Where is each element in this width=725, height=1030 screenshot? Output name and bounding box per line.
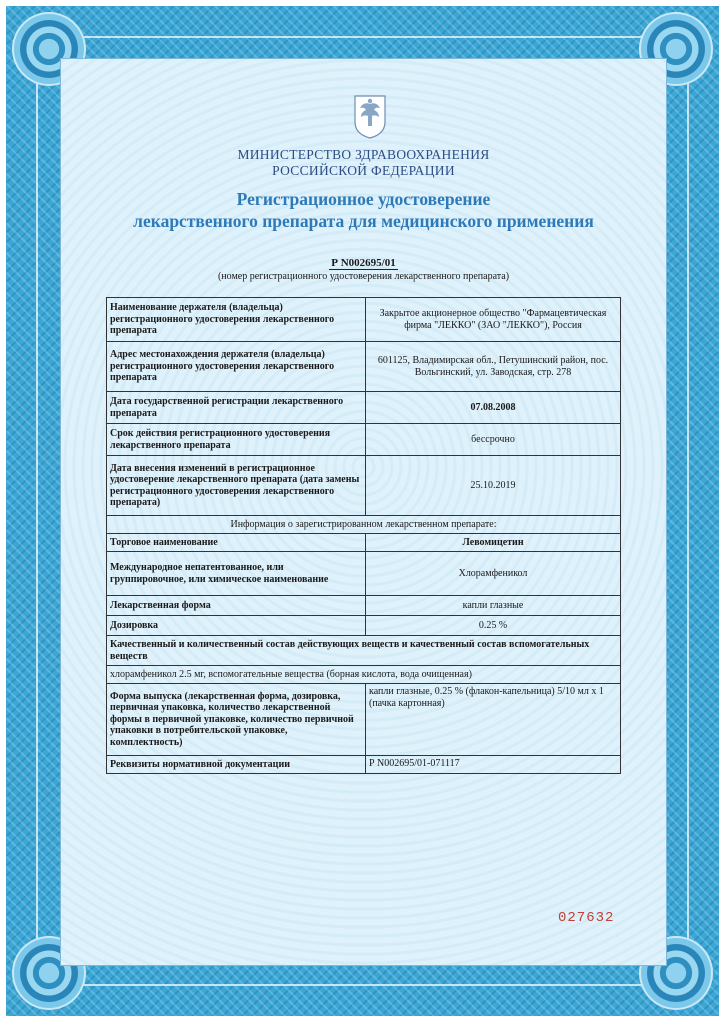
registration-number-caption: (номер регистрационного удостоверения лекарственного препарата): [217, 271, 510, 282]
changes-value: 25.10.2019: [366, 456, 621, 516]
registration-number-text: Р N002695/01: [331, 257, 396, 269]
table-row: [107, 596, 621, 616]
table-row: [107, 424, 621, 456]
table-row: [107, 534, 621, 552]
normative-doc-value: Р N002695/01-071117: [366, 756, 621, 774]
table-row: [107, 666, 621, 684]
ministry-name-line2: РОССИЙСКОЙ ФЕДЕРАЦИИ: [272, 163, 455, 178]
table-row: [107, 342, 621, 392]
holder-value: Закрытое акционерное общество "Фармацевтическая фирма "ЛЕККО" (ЗАО "ЛЕККО"), Россия: [366, 298, 621, 342]
info-heading: Информация о зарегистрированном лекарственном препарате:: [107, 516, 621, 534]
address-value: 601125, Владимирская обл., Петушинский район, пос. Вольгинский, ул. Заводская, стр. 278: [366, 342, 621, 392]
table-row: [107, 456, 621, 516]
trade-name-value: Левомицетин: [366, 534, 621, 552]
validity-value: бессрочно: [366, 424, 621, 456]
holder-label: Наименование держателя (владельца) регистрационного удостоверения лекарственного препарата: [107, 298, 366, 342]
inn-label: Международное непатентованное, или группировочное, или химическое наименование: [107, 552, 366, 596]
double-headed-eagle-emblem-icon: [351, 92, 389, 140]
serial-number: 027632: [558, 910, 615, 926]
certificate-title-line1: Регистрационное удостоверение: [236, 189, 491, 209]
table-row: [107, 684, 621, 756]
table-row: [107, 298, 621, 342]
reg-date-value: 07.08.2008: [366, 392, 621, 424]
inn-value: Хлорамфеникол: [366, 552, 621, 596]
table-row: [107, 552, 621, 596]
release-form-value: капли глазные, 0.25 % (флакон-капельница) 5/10 мл x 1 (пачка картонная): [366, 684, 621, 756]
dosage-form-label: Лекарственная форма: [107, 596, 366, 616]
trade-name-label: Торговое наименование: [107, 534, 366, 552]
composition-value: хлорамфеникол 2.5 мг, вспомогательные вещества (борная кислота, вода очищенная): [107, 666, 621, 684]
address-label: Адрес местонахождения держателя (владельца) регистрационного удостоверения лекарственного препарата: [107, 342, 366, 392]
release-form-label: Форма выпуска (лекарственная форма, дозировка, первичная упаковка, количество лекарственной формы в первичной упаковке, количество первичной упаковки в потребительской упаковке, комплектность): [107, 684, 366, 756]
certificate-title-line2: лекарственного препарата для медицинского применения: [133, 211, 594, 231]
changes-label: Дата внесения изменений в регистрационное удостоверение лекарственного препарата (дата замены регистрационного удостоверения лекарственного препарата): [107, 456, 366, 516]
dosage-label: Дозировка: [107, 616, 366, 636]
certificate-sheet: [6, 6, 719, 1030]
composition-heading: Качественный и количественный состав действующих веществ и качественный состав вспомогательных веществ: [107, 636, 621, 666]
table-row: [107, 516, 621, 534]
printer-footnote: АО «Гознак», Москва, 2017 г., «Б», Лицензия № 03-05-2/042-ФЗ-ГЗ-2007 от 04.09.2007 г. ФМС РФ, тел. (495) 754-62-40, www.goznak.ru: [223, 1025, 504, 1030]
table-row: [107, 636, 621, 666]
validity-label: Срок действия регистрационного удостоверения лекарственного препарата: [107, 424, 366, 456]
certificate-body: [60, 58, 667, 1030]
dosage-form-value: капли глазные: [366, 596, 621, 616]
registration-number: [61, 257, 666, 269]
reg-date-label: Дата государственной регистрации лекарственного препарата: [107, 392, 366, 424]
table-row: [107, 616, 621, 636]
table-row: [107, 756, 621, 774]
normative-doc-label: Реквизиты нормативной документации: [107, 756, 366, 774]
ministry-name-line1: МИНИСТЕРСТВО ЗДРАВООХРАНЕНИЯ: [237, 147, 490, 162]
dosage-value: 0.25 %: [366, 616, 621, 636]
certificate-table: [106, 297, 621, 774]
table-row: [107, 392, 621, 424]
